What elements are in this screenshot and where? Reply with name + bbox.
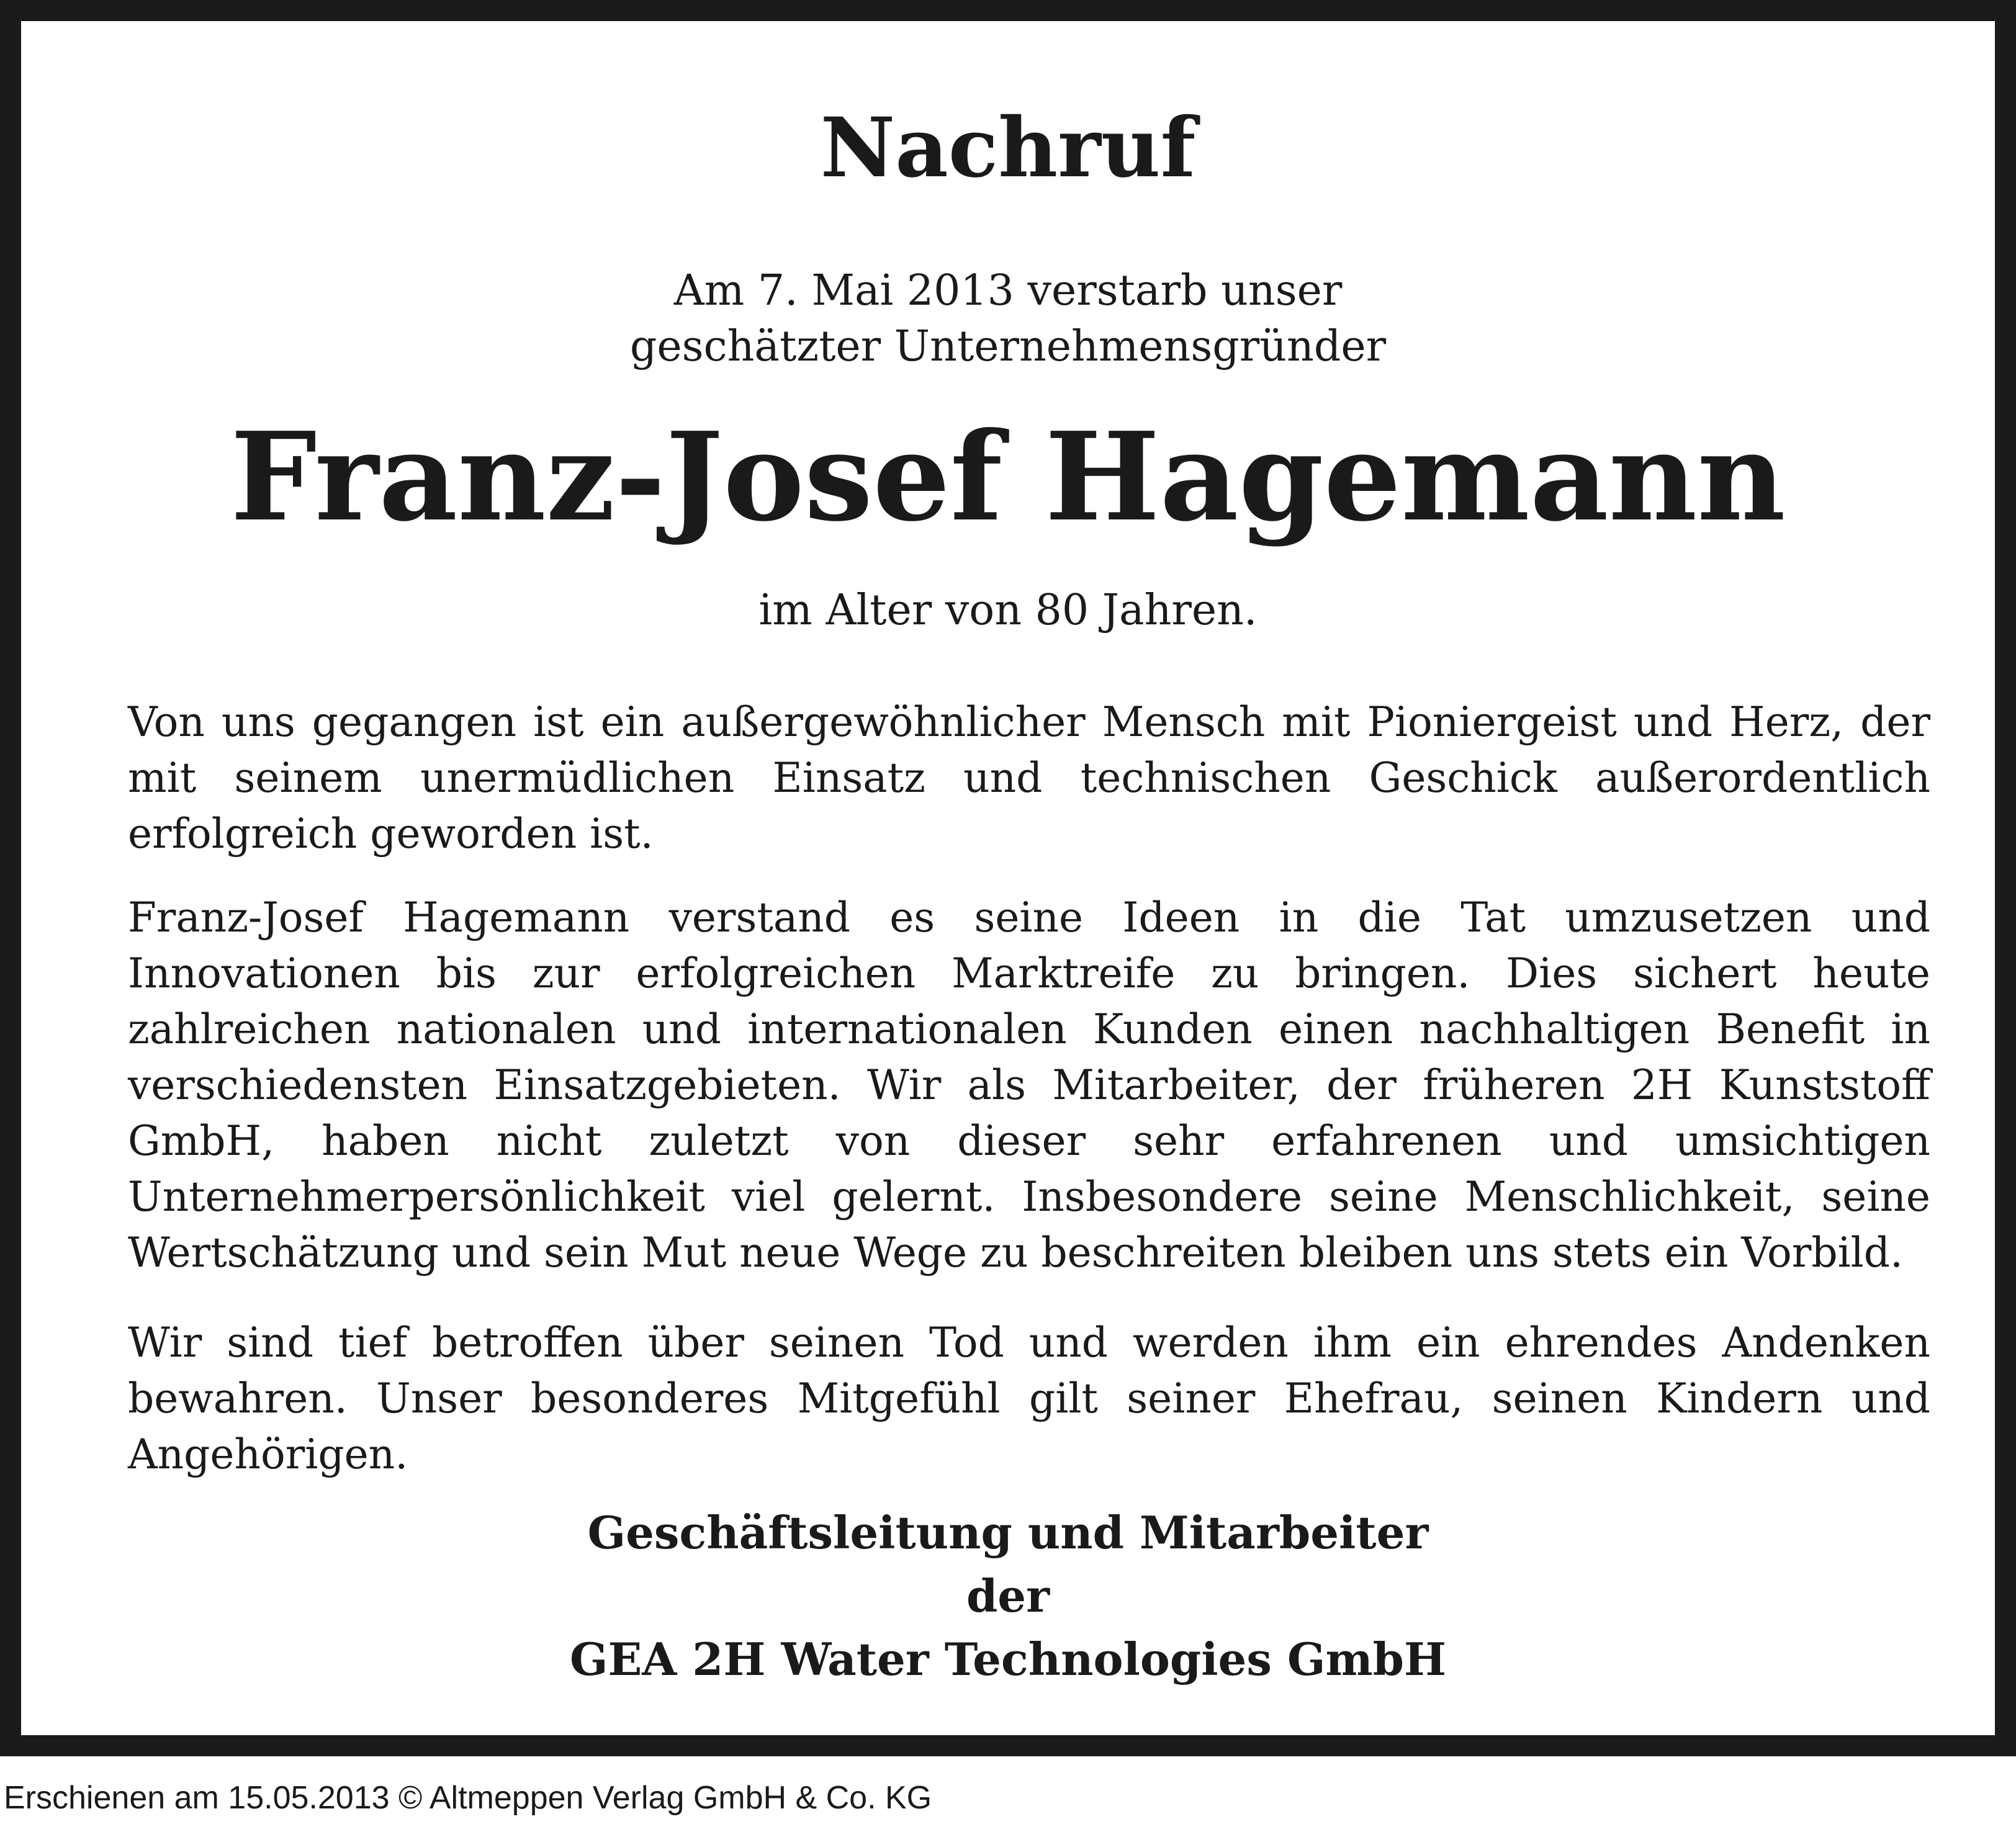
signature-block <box>21 1501 1995 1691</box>
deceased-name: Franz-Josef Hagemann <box>230 406 1786 549</box>
signature-line-2: der <box>966 1569 1050 1622</box>
signature-line-3: GEA 2H Water Technologies GmbH <box>569 1633 1446 1686</box>
intro-line-1: Am 7. Mai 2013 verstarb unser <box>673 266 1343 315</box>
intro-text <box>21 263 1995 375</box>
paragraph-2: Franz-Josef Hagemann verstand es seine Ideen in die Tat umzusetzen und Innovationen bis zur erfolgreichen Marktreife zu bringen. Dies sichert heute zahlreichen nationalen und internationalen Kunden einen nachhaltigen Benefit in verschiedensten Einsatzgebieten. Wir als Mitarbeiter, der früheren 2H Kunststoff GmbH, haben nicht zuletzt von dieser sehr erfahrenen und umsichtigen Unternehmerpersönlichkeit viel gelernt. Insbesondere seine Menschlichkeit, seine Wertschätzung und sein Mut neue Wege zu beschreiten bleiben uns stets ein Vorbild. <box>128 894 1930 1277</box>
publication-footer: Erschienen am 15.05.2013 © Altmeppen Verlag GmbH & Co. KG <box>4 1780 932 1816</box>
paragraph-1: Von uns gegangen ist ein außergewöhnlicher Mensch mit Pioniergeist und Herz, der mit seinem unermüdlichen Einsatz und technischen Geschick außerordentlich erfolgreich geworden ist. <box>128 698 1930 858</box>
age-line: im Alter von 80 Jahren. <box>758 586 1258 635</box>
obituary-title: Nachruf <box>820 100 1196 196</box>
paragraph-3: Wir sind tief betroffen über seinen Tod und werden ihm ein ehrendes Andenken bewahren. Unser besonderes Mitgefühl gilt seiner Ehefrau, seinen Kindern und Angehörigen. <box>128 1319 1930 1478</box>
signature-line-1: Geschäftsleitung und Mitarbeiter <box>587 1506 1429 1559</box>
intro-line-2: geschätzter Unternehmensgründer <box>629 322 1387 371</box>
